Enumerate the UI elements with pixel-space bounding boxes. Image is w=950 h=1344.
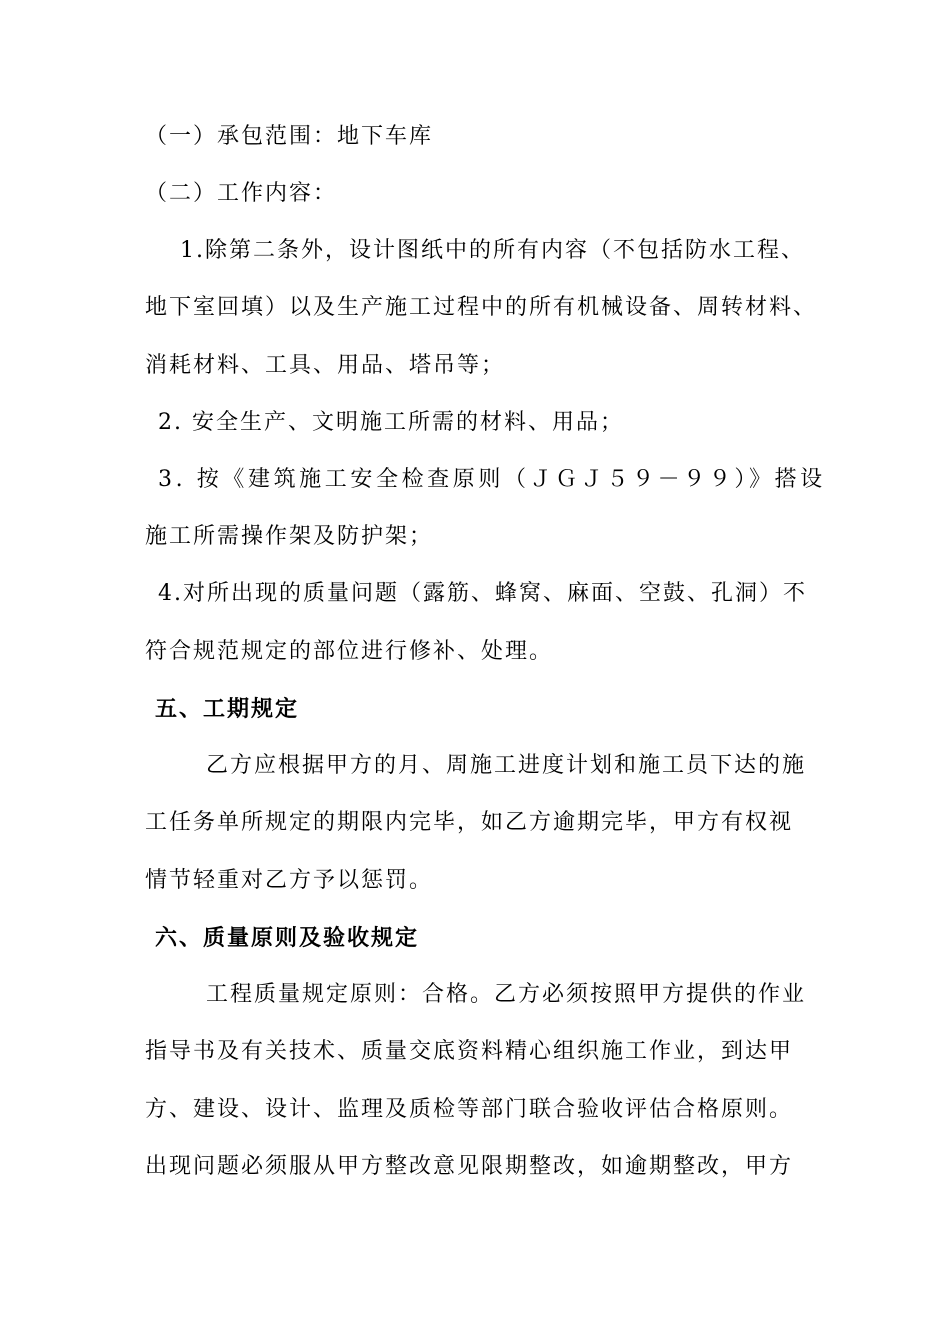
item-1-line-1: 1.除第二条外，设计图纸中的所有内容（不包括防水工程、 — [180, 238, 805, 263]
section-5-para-line-1: 乙方应根据甲方的月、周施工进度计划和施工员下达的施 — [206, 753, 807, 778]
section-6-heading: 六、质量原则及验收规定 — [155, 925, 420, 951]
item-1-line-3: 消耗材料、工具、用品、塔吊等； — [145, 353, 506, 378]
item-1-line-2: 地下室回填）以及生产施工过程中的所有机械设备、周转材料、 — [145, 295, 818, 320]
section-5-heading: 五、工期规定 — [155, 696, 300, 722]
item-3-line-2: 施工所需操作架及防护架； — [145, 524, 434, 549]
section-5-para-line-3: 情节轻重对乙方予以惩罚。 — [145, 868, 434, 893]
scope-line: （一）承包范围：地下车库 — [145, 124, 434, 149]
item-3-line-1: 3. 按《建筑施工安全检查原则（ＪＧＪ５９－９９）》搭设 — [158, 467, 826, 492]
item-4-line-2: 符合规范规定的部位进行修补、处理。 — [145, 639, 554, 664]
section-6-para-line-2: 指导书及有关技术、质量交底资料精心组织施工作业，到达甲 — [145, 1039, 794, 1064]
section-5-para-line-2: 工任务单所规定的期限内完毕，如乙方逾期完毕，甲方有权视 — [145, 810, 794, 835]
section-6-para-line-4: 出现问题必须服从甲方整改意见限期整改，如逾期整改，甲方 — [145, 1154, 794, 1179]
work-content-line: （二）工作内容： — [145, 181, 338, 206]
section-6-para-line-1: 工程质量规定原则：合格。乙方必须按照甲方提供的作业 — [206, 982, 807, 1007]
section-6-para-line-3: 方、建设、设计、监理及质检等部门联合验收评估合格原则。 — [145, 1097, 794, 1122]
item-4-line-1: 4.对所出现的质量问题（露筋、蜂窝、麻面、空鼓、孔洞）不 — [158, 581, 807, 606]
item-2-line: 2. 安全生产、文明施工所需的材料、用品； — [158, 410, 624, 435]
